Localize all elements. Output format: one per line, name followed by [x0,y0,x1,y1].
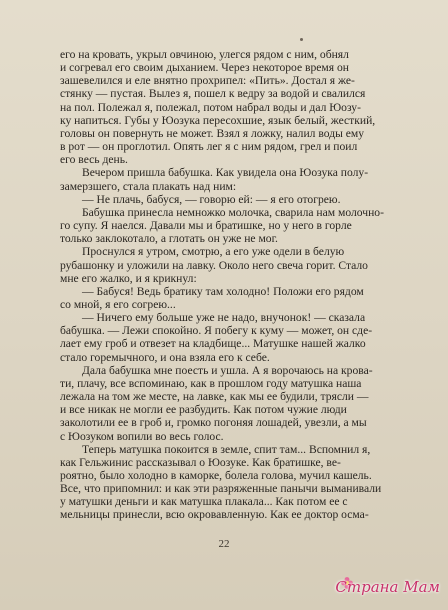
line: со мной, я его согрею... [60,297,176,311]
line: Вечером пришла бабушка. Как увидела она Юозука полу- [82,166,369,180]
line: в рот — он проглотил. Опять лег я с ним рядом, грел и поил [60,140,358,154]
line: Дала бабушка мне поесть и ушла. А я ворочаюсь на крова- [82,363,373,377]
line: с Юозуком вопили во весь голос. [60,429,224,443]
print-speck [300,38,303,41]
line: на пол. Полежал я, полежал, потом набрал воды и дал Юозу- [60,100,361,114]
line: Бабушка принесла немножко молочка, сварила нам молочно- [82,205,384,219]
line: зашевелился и еле внятно прохрипел: «Пить». Достал я же- [60,74,355,88]
line: лает ему гроб и отвезет на кладбище... Матушке нашей жалко [60,337,366,351]
line: лежала на том же месте, на лавке, как мы ее будили, трясли — [60,390,369,404]
line: ку напиться. Губы у Юозука пересохшие, язык белый, жесткий, [60,113,376,127]
line: стало горемычного, и она взяла его к себе. [60,350,270,364]
line: ти, плачу, все вспоминаю, как в прошлом году матушка наша [60,376,362,390]
line: у матушки деньги и как матушка плакала... Как потом ее с [60,495,348,509]
line: мельницы принесли, всю окровавленную. Как ее доктор осма- [60,508,369,522]
line: только заклокотало, а глотать он уже не мог. [60,232,278,246]
line: — Ничего ему больше уже не надо, внучонок! — сказала [82,311,366,325]
line: Проснулся я утром, смотрю, а его уже одели в белую [82,245,345,259]
line: мне его жалко, и я крикнул: [60,271,197,285]
line: и все никак не могли ее разбудить. Как потом чужие люди [60,403,347,417]
line: Все, что припомнил: и как эти разряженные панычи выманивали [60,482,382,496]
site-watermark: Страна Мам [335,578,440,596]
line: го супу. Я наелся. Давали мы и братишке, но у него в горле [60,219,352,233]
line: его весь день. [60,153,128,167]
line: бабушка. — Лежи спокойно. Я побегу к куму — может, он сде- [60,324,373,338]
line: стянку — пустая. Вылез я, пошел к ведру за водой и свалился [60,87,366,101]
page-text [60,48,422,522]
line: и согревал его своим дыханием. Через некоторое время он [60,61,350,75]
line: его на кровать, укрыл овчиною, улегся рядом с ним, обнял [60,48,349,61]
line: головы он повернуть не может. Взял я ложку, налил воды ему [60,126,365,140]
line: — Бабуся! Ведь братику там холодно! Положи его рядом [82,284,364,298]
line: роятно, было холодно в каморке, болела голова, мучил кашель. [60,469,372,482]
line: замерзшего, стала плакать над ним: [60,179,237,193]
line: как Гельжинис рассказывал о Юозуке. Как братишке, ве- [60,455,341,469]
line: — Не плачь, бабуся, — говорю ей: — я его отогрею. [82,192,341,206]
page-number: 22 [218,538,230,550]
line: рубашонку и уложили на лавку. Около него свеча горит. Стало [60,258,368,272]
line: заколотили ее в гроб и, громко погоняя лошадей, увезли, а мы [60,416,367,430]
line: Теперь матушка покоится в земле, спит там... Вспомнил я, [82,442,371,456]
